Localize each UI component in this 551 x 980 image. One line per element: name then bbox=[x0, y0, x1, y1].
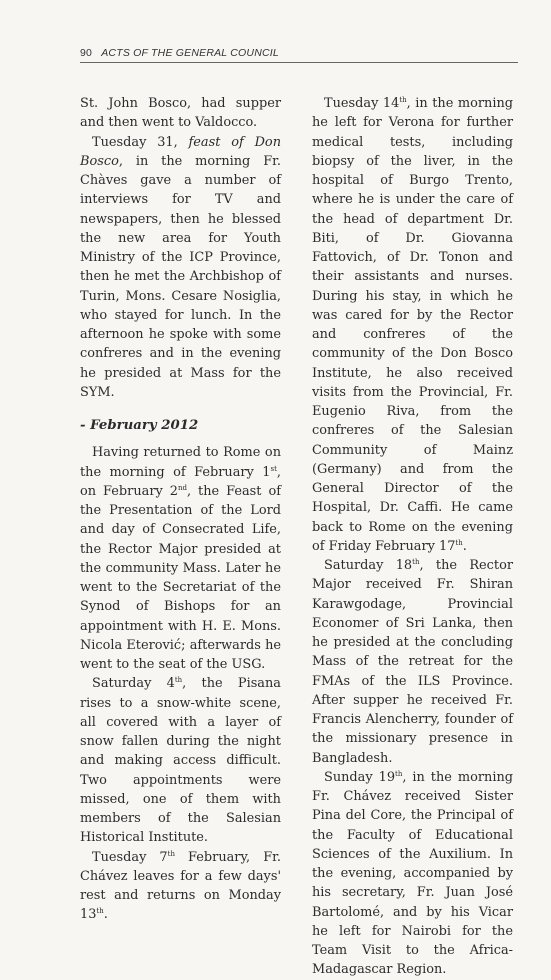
paragraph: Having returned to Rome on the morning of February 1st, on February 2nd, the Feast of the Presentation of the Lord and day of Consecrated Life, the Rector Major presided at the community Mass. Later he went to the Secretariat of the Synod of Bishops for an appointment with H. E. Mons. Nicola Eterović; afterwards he went to the seat of the USG. bbox=[80, 445, 281, 672]
paragraph: Saturday 18th, the Rector Major received Fr. Shiran Karawgodage, Provincial Economer of Sri Lanka, then he presided at the concluding Mass of the retreat for the FMAs of the ILS Province. After supper he received Fr. Francis Alencherry, founder of the missionary presence in Bangladesh. bbox=[312, 558, 513, 766]
page-number: 90 bbox=[80, 47, 93, 59]
paragraph: Tuesday 14th, in the morning he left for Verona for further medical tests, including biopsy of the liver, in the hospital of Burgo Trento, where he is under the care of the head of department Dr. Biti, of Dr. Giovanna Fattovich, of Dr. Tonon and their assistants and nurses. During his stay, in which he was cared for by the Rector and confreres of the community of the Don Bosco Institute, he also received visits from the Provincial, Fr. Eugenio Riva, from the confreres of the Salesian Community of Mainz (Germany) and from the General Director of the Hospital, Dr. Caffi. He came back to Rome on the evening of Friday February 17th. bbox=[312, 96, 513, 554]
paragraph: Tuesday 7th February, Fr. Chávez leaves for a few days' rest and returns on Monday 13th. bbox=[80, 849, 281, 923]
right-column bbox=[312, 94, 513, 980]
section-heading: - February 2012 bbox=[80, 418, 199, 433]
paragraph: Tuesday 31, feast of Don Bosco, in the morning Fr. Chàves gave a number of interviews for TV and newspapers, then he blessed the new area for Youth Ministry of the ICP Province, then he met the Archbishop of Turin, Mons. Cesare Nosiglia, who stayed for lunch. In the afternoon he spoke with some confreres and in the evening he presided at Mass for the SYM. bbox=[80, 134, 281, 400]
left-column bbox=[80, 94, 281, 925]
paragraph: Sunday 19th, in the morning Fr. Chávez received Sister Pina del Core, the Principal of the Faculty of Educational Sciences of the Auxilium. In the evening, accompanied by his secretary, Fr. Juan José Bartolomé, and by his Vicar he left for Nairobi for the Team Visit to the Africa-Madagascar Region. bbox=[312, 769, 514, 978]
paragraph: Saturday 4th, the Pisana rises to a snow-white scene, all covered with a layer of snow fallen during the night and making access difficult. Two appointments were missed, one of them with members of the Salesian Historical Institute. bbox=[80, 676, 281, 846]
running-header bbox=[80, 47, 279, 59]
paragraph: St. John Bosco, had supper and then went to Valdocco. bbox=[80, 96, 281, 131]
running-title: ACTS OF THE GENERAL COUNCIL bbox=[101, 47, 279, 59]
header-rule bbox=[80, 62, 518, 63]
